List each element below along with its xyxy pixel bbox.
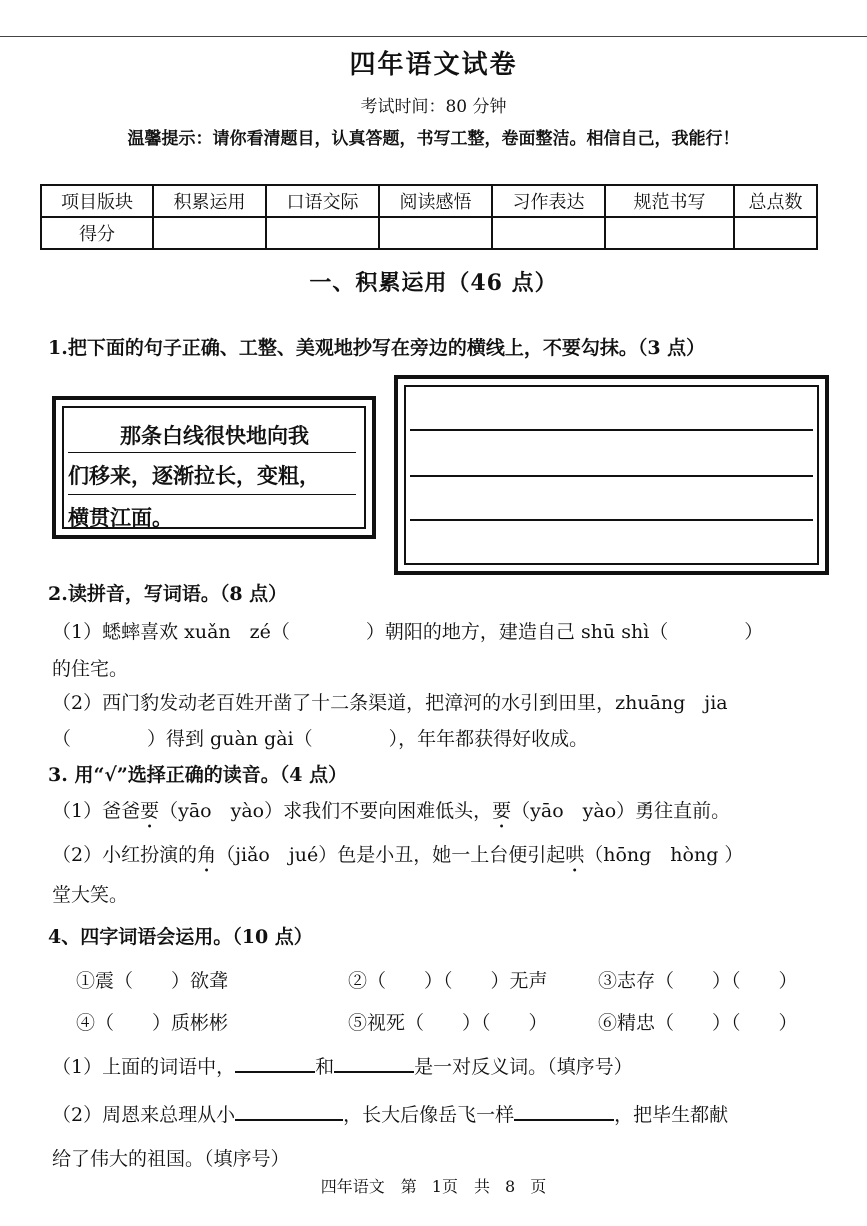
top-rule (0, 36, 867, 37)
q2-line: 的住宅。 (52, 658, 129, 680)
copy-writing-box[interactable] (394, 375, 829, 575)
copy-writing-box-inner (404, 385, 819, 565)
q3-text: （yāo yào）求我们不要向困难低头， (159, 800, 493, 822)
sentence-underline (68, 494, 356, 495)
q4-text: （1）上面的词语中， (52, 1056, 236, 1078)
table-header-cell: 口语交际 (266, 185, 379, 217)
score-cell[interactable] (379, 217, 492, 249)
q2-line: （2）西门豹发动老百姓开凿了十二条渠道，把漳河的水引到田里，zhuāng jia (52, 692, 728, 714)
sentence-line: 那条白线很快地向我 (120, 423, 309, 448)
writing-line[interactable] (410, 519, 813, 521)
table-header-cell: 积累运用 (153, 185, 266, 217)
idiom-item: ①震（ ）欲聋 (76, 970, 229, 992)
q4-sub-question-cont: 给了伟大的祖国。（填序号） (52, 1148, 290, 1170)
warm-tip: 温馨提示：请你看清题目，认真答题，书写工整，卷面整洁。相信自己，我能行！ (127, 129, 740, 149)
dotted-char: 哄 (565, 844, 585, 866)
q3-line (52, 796, 730, 833)
answer-blank[interactable] (334, 1053, 414, 1073)
answer-blank[interactable] (235, 1053, 315, 1073)
sentence-box-inner (62, 406, 366, 529)
score-table (40, 184, 818, 250)
page-footer: 四年语文 第 1页 共 8 页 (320, 1177, 547, 1196)
idiom-item: ⑤视死（ ）（ ） (348, 1012, 548, 1034)
q4-text: ，长大后像岳飞一样 (343, 1104, 515, 1126)
q3-text: （hōng hòng ） (584, 844, 744, 866)
question-3-title: 3. 用“√”选择正确的读音。（4 点） (48, 764, 348, 786)
q3-line (52, 840, 743, 877)
idiom-item: ②（ ）（ ）无声 (348, 970, 548, 992)
q3-text: （2）小红扮演的 (52, 844, 198, 866)
sentence-box (52, 396, 376, 539)
q3-text: （yāo yào）勇往直前。 (511, 800, 731, 822)
table-header-cell: 阅读感悟 (379, 185, 492, 217)
q2-line: （ ）得到 guàn gài（ ），年年都获得好收成。 (52, 728, 589, 750)
score-table-header-row (41, 185, 817, 217)
question-2-title: 2.读拼音，写词语。（8 点） (48, 583, 288, 605)
score-cell[interactable] (153, 217, 266, 249)
score-cell[interactable] (266, 217, 379, 249)
score-cell[interactable] (492, 217, 605, 249)
table-header-cell: 习作表达 (492, 185, 605, 217)
writing-line[interactable] (410, 429, 813, 431)
writing-line[interactable] (410, 475, 813, 477)
q4-sub-question (52, 1100, 728, 1127)
score-cell[interactable] (734, 217, 817, 249)
sentence-line: 们移来，逐渐拉长，变粗， (68, 463, 320, 488)
q4-text: ，把毕生都献 (614, 1104, 729, 1126)
q3-line: 堂大笑。 (52, 884, 129, 906)
q4-text: 和 (315, 1056, 335, 1078)
q3-text: （jiǎo jué）色是小丑，她一上台便引起 (216, 844, 566, 866)
question-4-title: 4、四字词语会运用。（10 点） (48, 926, 313, 948)
section-title: 一、积累运用（46 点） (309, 270, 558, 296)
dotted-char: 要 (140, 800, 160, 822)
idiom-item: ④（ ）质彬彬 (76, 1012, 229, 1034)
dotted-char: 角 (197, 844, 217, 866)
question-1-title: 1.把下面的句子正确、工整、美观地抄写在旁边的横线上，不要勾抹。（3 点） (48, 337, 706, 359)
exam-time: 考试时间：80 分钟 (360, 97, 507, 117)
score-cell[interactable] (605, 217, 734, 249)
idiom-item: ③志存（ ）（ ） (598, 970, 798, 992)
score-table-row (41, 217, 817, 249)
score-row-label: 得分 (41, 217, 153, 249)
table-header-cell: 规范书写 (605, 185, 734, 217)
page-title: 四年语文试卷 (349, 50, 518, 80)
sentence-underline (68, 452, 356, 453)
q4-text: 是一对反义词。（填序号） (414, 1056, 633, 1078)
answer-blank[interactable] (235, 1101, 343, 1121)
dotted-char: 要 (492, 800, 512, 822)
q3-text: （1）爸爸 (52, 800, 141, 822)
answer-blank[interactable] (514, 1101, 614, 1121)
sentence-line: 横贯江面。 (68, 505, 173, 530)
table-header-cell: 总点数 (734, 185, 817, 217)
q2-line: （1）蟋蟀喜欢 xuǎn zé（ ）朝阳的地方，建造自己 shū shì（ ） (52, 621, 764, 643)
q4-text: （2）周恩来总理从小 (52, 1104, 236, 1126)
table-header-cell: 项目版块 (41, 185, 153, 217)
idiom-item: ⑥精忠（ ）（ ） (598, 1012, 798, 1034)
q4-sub-question (52, 1052, 633, 1079)
